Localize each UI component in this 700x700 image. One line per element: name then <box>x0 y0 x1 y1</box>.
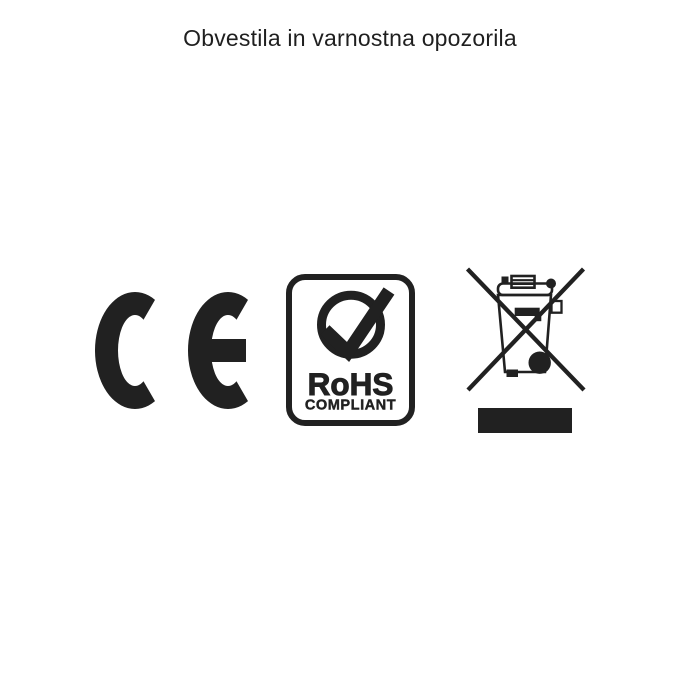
weee-bar <box>478 408 572 433</box>
bin-foot <box>507 370 519 378</box>
rohs-badge-icon <box>286 274 415 426</box>
rohs-badge <box>286 274 415 426</box>
bin-lid <box>498 284 552 296</box>
ce-mark-icon <box>95 292 258 409</box>
page-title: Obvestila in varnostna opozorila <box>183 25 517 51</box>
rohs-label: RoHS <box>307 366 394 402</box>
ce-mark <box>95 292 258 409</box>
bin-front-bar <box>515 308 540 316</box>
weee-mark <box>460 260 600 440</box>
bin-handle <box>512 276 535 288</box>
rohs-compliant-label: COMPLIANT <box>304 397 397 414</box>
crossed-out-wheelie-bin-icon <box>460 260 600 440</box>
